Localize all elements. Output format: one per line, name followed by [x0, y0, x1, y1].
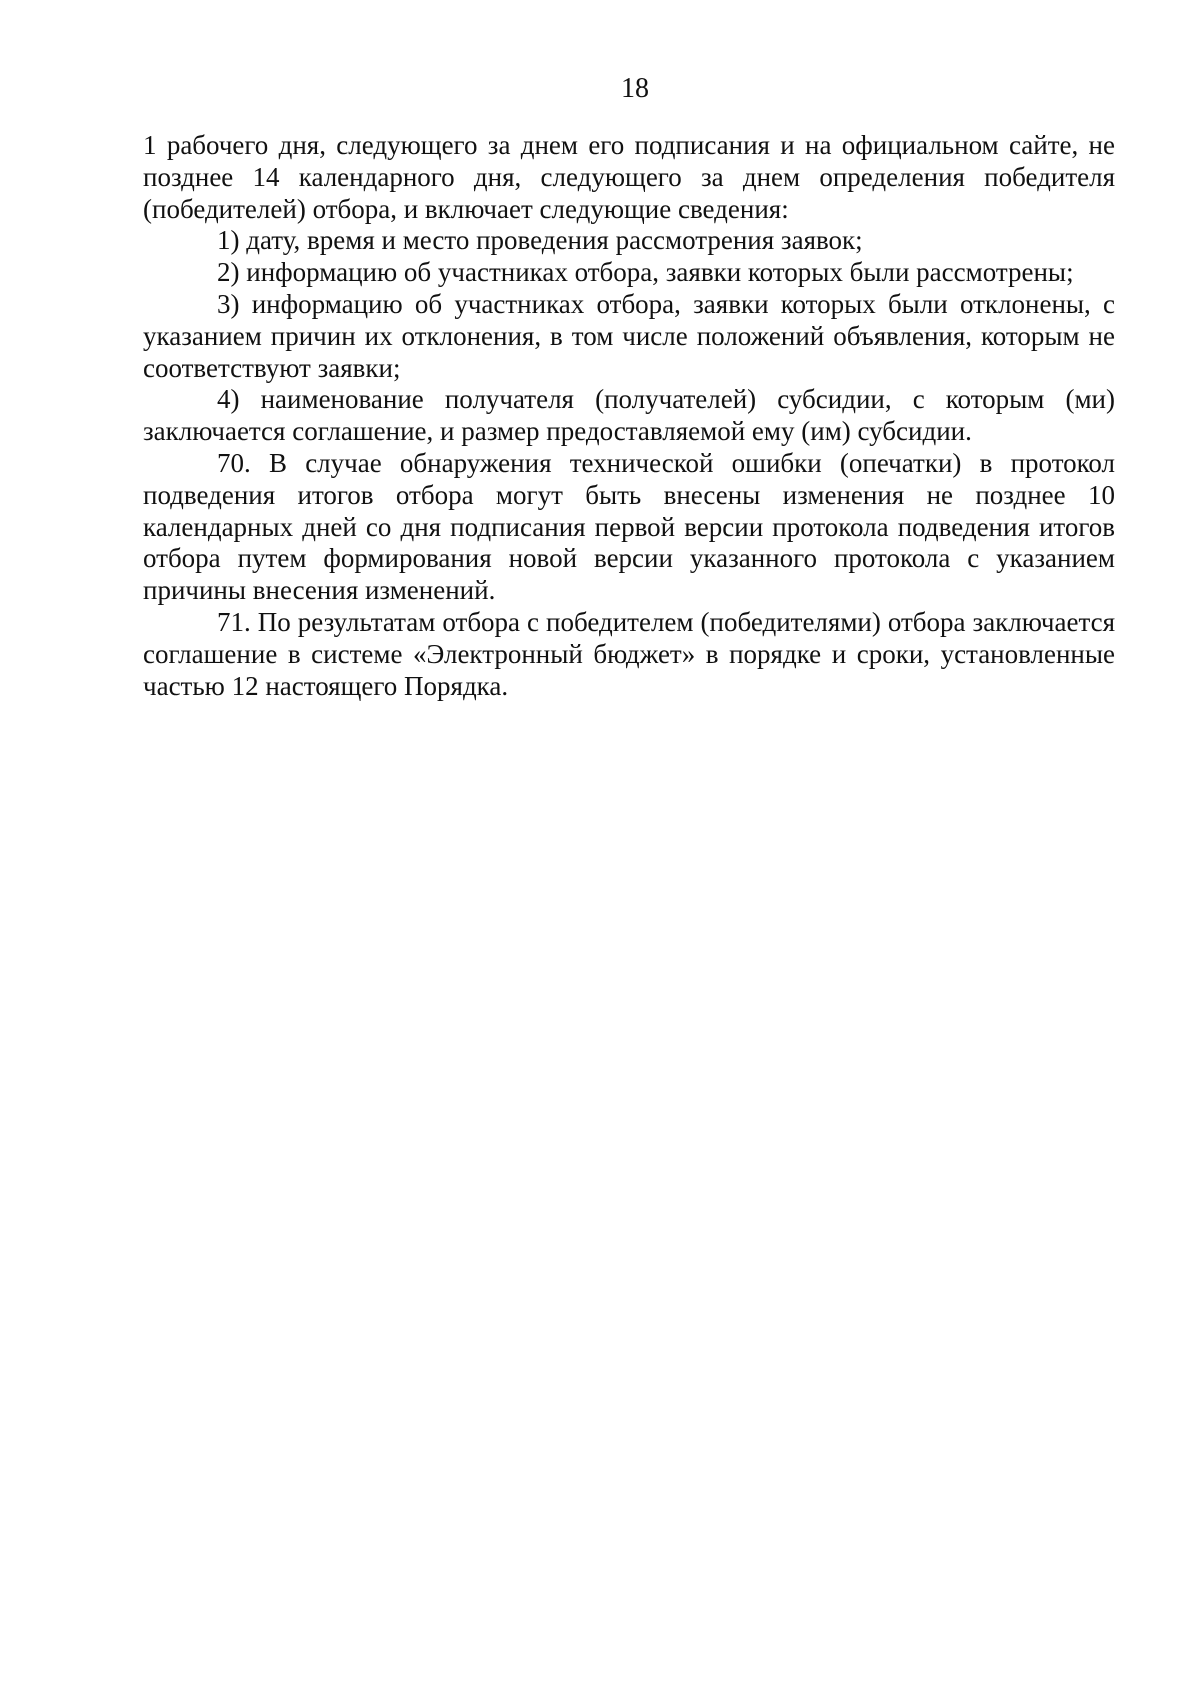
list-item-1: 1) дату, время и место проведения рассмотрения заявок; — [217, 225, 863, 256]
list-item-3: 3) информацию об участниках отбора, заявки которых были отклонены, с указанием причин их отклонения, в том числе положений объявления, которым не соответствуют заявки; — [143, 288, 1115, 383]
paragraph-continuation: 1 рабочего дня, следующего за днем его подписания и на официальном сайте, не позднее 14 календарного дня, следующего за днем определения победителя (победителей) отбора, и включает следующие сведения: — [143, 130, 1115, 224]
list-item-2: 2) информацию об участниках отбора, заявки которых были рассмотрены; — [217, 257, 1074, 288]
list-item-4: 4) наименование получателя (получателей) субсидии, с которым (ми) заключается соглашение, и размер предоставляемой ему (им) субсидии. — [143, 384, 1115, 447]
clause-71: 71. По результатам отбора с победителем (победителями) отбора заключается соглашение в системе «Электронный бюджет» в порядке и сроки, установленные частью 12 настоящего Порядка. — [143, 606, 1115, 701]
page-number: 18 — [621, 73, 649, 104]
document-body — [143, 130, 1115, 702]
clause-70: 70. В случае обнаружения технической ошибки (опечатки) в протокол подведения итогов отбора могут быть внесены изменения не позднее 10 календарных дней со дня подписания первой версии протокола подведения итогов отбора путем формирования новой версии указанного протокола с указанием причины внесения изменений. — [143, 447, 1115, 606]
